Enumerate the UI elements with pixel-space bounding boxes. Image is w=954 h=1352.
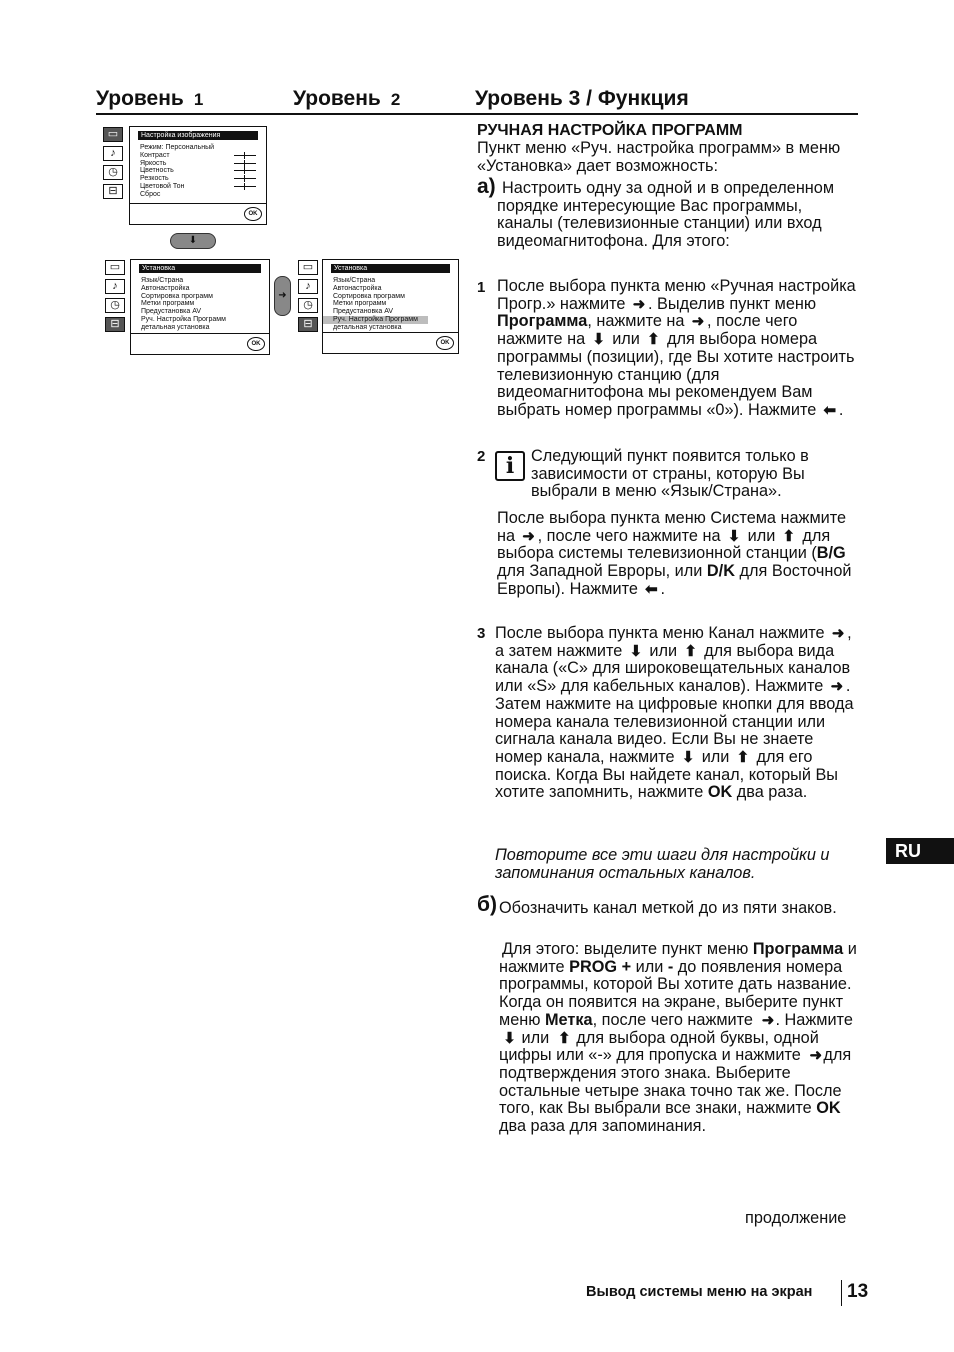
right-arrow-icon: ➜ [831,625,845,642]
menu-row: детальная установка [333,323,402,331]
header-level-1-number: 1 [193,90,204,109]
header-level-2 [293,87,400,111]
bold-span: PROG + [569,957,632,976]
menu-row: Язык/Страна [141,277,184,284]
text-span: для Западной Евроры, или [497,562,703,581]
menu-row-label: Цветность [140,167,174,175]
language-tab: RU [886,838,954,864]
up-arrow-icon: ⬆ [782,527,796,545]
screen-footer [130,203,266,224]
text-span: и нажмите [499,940,857,976]
header-level-1 [96,87,203,111]
right-arrow-icon: ➜ [632,295,646,313]
text-span: для выбора системы телевизионной станции ( [497,526,831,563]
step-2-number: 2 [477,448,486,465]
down-arrow-icon: ⬇ [592,331,605,349]
text-span: Для этого: выделите пункт меню [502,940,749,958]
item-a-label: а) [477,175,496,198]
footer-divider [841,1280,842,1306]
info-icon: i [495,451,525,481]
step-1-text [497,278,857,420]
intro-text: Пункт меню «Руч. настройка программ» в меню «Установка» дает возможность: [477,139,841,175]
music-note-icon: ♪ [105,279,125,294]
toolbox-icon: ⊟ [298,317,318,332]
bold-span: Программа [497,312,588,331]
text-span: , а затем нажмите [495,624,852,660]
up-arrow-icon: ⬆ [647,331,660,349]
menu-row: Сортировка программ [141,292,213,300]
slider-bar [234,163,256,164]
screen-title: Установка [139,264,261,273]
ok-button-icon: OK [247,337,265,351]
text-span: для его поиска. Когда Вы найдете канал, который Вы хотите запомнить, нажмите [495,747,839,802]
right-arrow-icon: ➜ [830,678,844,696]
menu-row: Режим: Персональный [140,144,215,151]
menu-row: Руч. Настройка Программ [141,315,226,323]
text-span: После выбора пункта меню Канал нажмите [495,624,825,642]
text-span: для Восточной Европы). Нажмите [497,562,852,598]
music-note-icon: ♪ [298,279,318,294]
continued-label: продолжение [745,1209,847,1227]
menu-row [130,167,266,175]
menu-row: Предустановка AV [141,308,202,316]
right-arrow-icon: ➜ [809,1047,823,1065]
text-span: . Нажмите [775,1010,853,1029]
menu-row-label: Резкость [140,175,169,183]
text-span: , нажмите на [587,312,685,331]
text-span: для выбора номера программы (позиции), где Вы хотите настроить телевизионную станцию (для видеомагнитофона мы рекомендуем Вам выбрать номер программы «0»). Нажмите [497,330,855,419]
text-span: для подтверждения этого знака. Выберите остальные четыре знака точно так же. После того, как Вы выбрали все знаки, нажмите [499,1046,852,1118]
screen-footer [131,333,269,354]
step-2-text: Следующий пункт появится только в зависимости от страны, которую Вы выбрали в меню «Язык/Страна». [531,447,809,501]
menu-icons-2 [105,260,129,336]
text-span: , после чего нажмите на [497,312,798,349]
menu-row: Автонастройка [141,284,190,292]
text-span: или [701,747,730,766]
right-arrow-button-icon: ➜ [274,276,291,316]
screen-title: Настройка изображения [138,131,258,140]
menu-row [130,183,266,191]
music-note-icon: ♪ [103,146,123,161]
text-span: для выбора вида канала («C» для широковещательных каналов или «S» для кабельных каналов). Нажмите [495,641,851,696]
tv-screen-icon: ▭ [103,127,123,142]
menu-icons-3 [298,260,322,336]
bold-span: Метка [544,1010,593,1029]
text-span: два раза. [736,783,808,802]
header-level-1-label: Уровень [96,87,184,110]
menu-row: Метки программ [333,300,387,308]
screen-footer [323,332,458,353]
menu-row [130,175,266,183]
picture-settings-screen [129,126,267,225]
menu-row: Сортировка программ [333,292,405,300]
header-level-3: Уровень 3 / Функция [475,87,689,110]
menu-row-label: Яркость [140,159,167,167]
toolbox-icon: ⊟ [103,184,123,199]
header-rule [96,113,858,115]
up-arrow-icon: ⬆ [557,1029,571,1047]
text-span: После выбора пункта меню «Ручная настройка Прогр.» нажмите [497,277,856,313]
menu-row: Предустановка AV [333,308,394,316]
up-arrow-icon: ⬆ [684,642,697,660]
ok-button-icon: OK [244,207,262,221]
text-span: два раза для запоминания. [499,1117,707,1136]
step-3-text [495,625,857,802]
item-b-instructions [499,941,857,1136]
text-span: для выбора одной буквы, одной цифры или «-» для пропуска и нажмите [499,1028,819,1065]
bold-span: D/K [706,562,735,581]
item-b-text: Обозначить канал меткой до из пяти знаков. [499,899,837,917]
page-number: 13 [847,1281,869,1302]
header-level-2-label: Уровень [293,87,381,110]
slider-bar [234,178,256,179]
item-b-label: б) [477,893,497,916]
setup-menu-screen [130,259,270,355]
text-span: . [660,579,665,598]
down-arrow-icon: ⬇ [503,1029,516,1047]
step-1-number: 1 [477,279,486,296]
right-arrow-icon: ➜ [691,313,705,331]
clock-icon: ◷ [105,298,125,313]
ok-button-icon: OK [436,336,454,350]
right-arrow-icon: ➜ [522,527,535,545]
clock-icon: ◷ [298,298,318,313]
menu-row: Язык/Страна [333,277,376,284]
repeat-note: Повторите все эти шаги для настройки и запоминания остальных каналов. [495,846,830,882]
tv-screen-icon: ▭ [105,260,125,275]
text-span: или [649,641,678,660]
menu-row: Метки программ [141,300,195,308]
menu-row-label: Контраст [140,151,170,159]
text-span: до появления номера программы, которой Вы хотите дать название. Когда он появится на экране, выберите пункт меню [499,957,852,1029]
slider-bar [234,186,256,187]
text-span: . [838,400,844,419]
menu-row [130,160,266,168]
menu-row: детальная установка [141,323,210,331]
text-span: , после чего нажмите на [537,526,721,545]
menu-row-label: Цветовой Тон [140,182,185,190]
up-arrow-icon: ⬆ [736,748,750,766]
down-arrow-button-icon: ⬇ [170,233,216,249]
down-arrow-icon: ⬇ [727,527,741,545]
text-span: . Выделив пункт меню [648,294,817,313]
step-3-number: 3 [477,625,486,642]
text-span: или [612,330,640,349]
screen-title: Установка [331,264,450,273]
section-heading: РУЧНАЯ НАСТРОЙКА ПРОГРАММ [477,122,743,139]
slider-bar [234,155,256,156]
menu-row [130,152,266,160]
bold-span: - [667,957,674,976]
system-text [497,510,857,599]
text-span: или [747,526,776,545]
header-level-2-number: 2 [390,90,401,109]
menu-row-highlighted: Руч. Настройка Программ [323,316,428,324]
text-span: , после чего нажмите [592,1010,753,1029]
toolbox-icon: ⊟ [105,317,125,332]
bold-span: OK [707,783,733,802]
right-arrow-icon: ➜ [761,1011,775,1029]
clock-icon: ◷ [103,165,123,180]
setup-menu-screen-highlighted [322,259,459,354]
text-span: . Затем нажмите на цифровые кнопки для ввода номера канала телевизионной станции или сигнала канала видео. Если Вы не знаете номер канала, нажмите [495,677,854,766]
left-arrow-icon: ⬅ [823,401,837,419]
bold-span: Программа [752,940,844,958]
text-span: или [635,957,664,976]
text-span: После выбора пункта меню Система нажмите на [497,509,847,545]
bold-span: OK [816,1099,841,1118]
menu-icons-1 [103,127,127,203]
menu-row: Автонастройка [333,284,382,292]
slider-bar [234,170,256,171]
bold-span: B/G [816,544,846,563]
left-arrow-icon: ⬅ [645,580,658,598]
down-arrow-icon: ⬇ [629,642,643,660]
menu-row: Сброс [140,190,161,198]
text-span: или [521,1028,550,1047]
tv-screen-icon: ▭ [298,260,318,275]
footer-title: Вывод системы меню на экран [586,1284,813,1300]
down-arrow-icon: ⬇ [681,748,695,766]
item-a-text: Настроить одну за одной и в определенном порядке интересующие Вас программы, каналы (телевизионные станции) или вход видеомагнитофона. Для этого: [497,179,835,251]
